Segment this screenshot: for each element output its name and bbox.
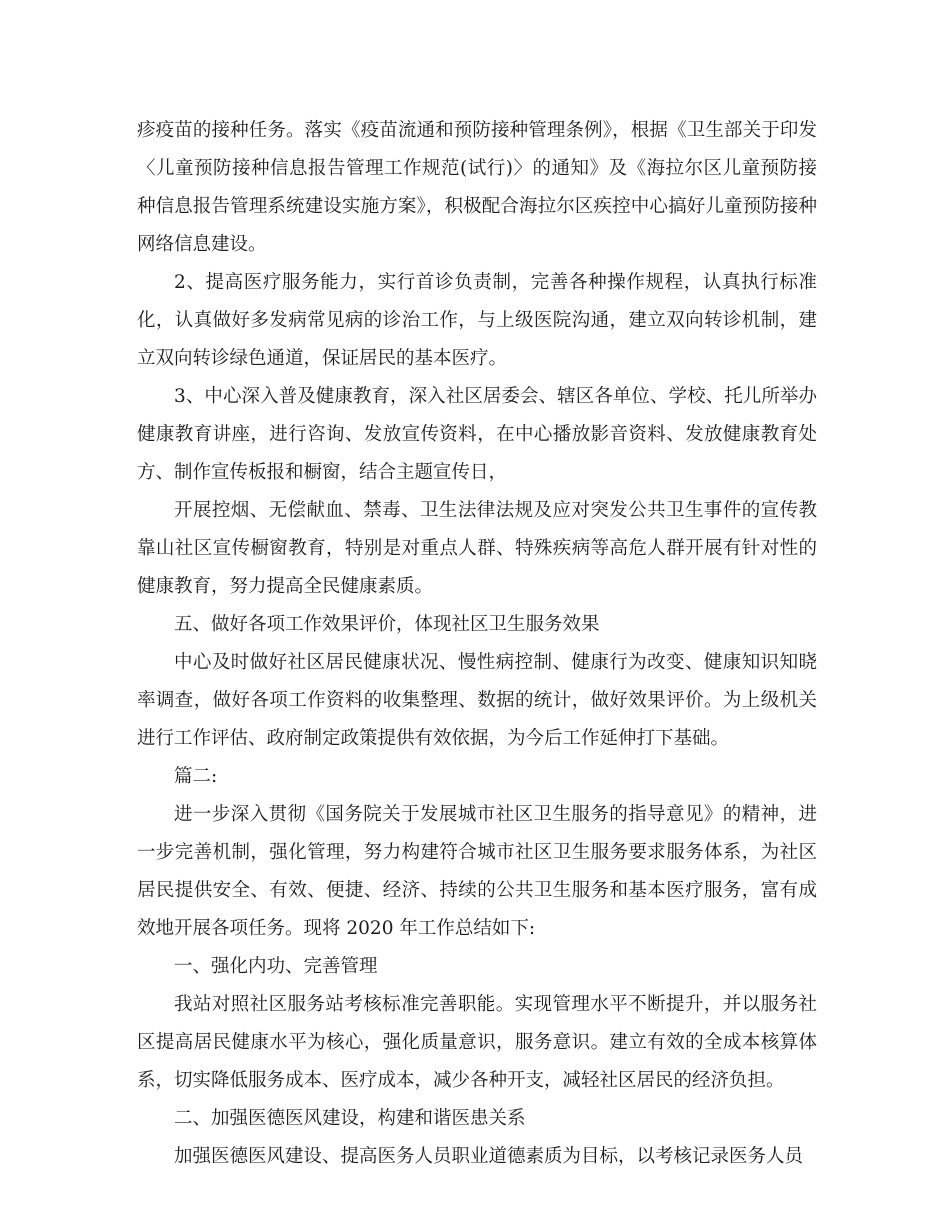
document-body (137, 112, 817, 1176)
paragraph: 疹疫苗的接种任务。落实《疫苗流通和预防接种管理条例》，根据《卫生部关于印发〈儿童预防接种信息报告管理工作规范(试行)〉的通知》及《海拉尔区儿童预防接种信息报告管理系统建设实施方案》，积极配合海拉尔区疾控中心搞好儿童预防接种网络信息建设。 (137, 120, 817, 255)
paragraph: 中心及时做好社区居民健康状况、慢性病控制、健康行为改变、健康知识知晓率调查，做好各项工作资料的收集整理、数据的统计，做好效果评价。为上级机关进行工作评估、政府制定政策提供有效依据，为今后工作延伸打下基础。 (137, 652, 817, 749)
paragraph: 进一步深入贯彻《国务院关于发展城市社区卫生服务的指导意见》的精神，进一步完善机制，强化管理，努力构建符合城市社区卫生服务要求服务体系，为社区居民提供安全、有效、便捷、经济、持续的公共卫生服务和基本医疗服务，富有成效地开展各项任务。现将 2020 年工作总结如下: (137, 804, 817, 939)
section-heading: 二、加强医德医风建设，构建和谐医患关系 (174, 1108, 526, 1129)
paragraph: 2、提高医疗服务能力，实行首诊负责制，完善各种操作规程，认真执行标准化，认真做好多发病常见病的诊治工作，与上级医院沟通，建立双向转诊机制，建立双向转诊绿色通道，保证居民的基本医疗。 (137, 272, 817, 369)
paragraph: 开展控烟、无偿献血、禁毒、卫生法律法规及应对突发公共卫生事件的宣传教靠山社区宣传橱窗教育，特别是对重点人群、特殊疾病等高危人群开展有针对性的健康教育，努力提高全民健康素质。 (137, 500, 817, 597)
section-heading: 五、做好各项工作效果评价，体现社区卫生服务效果 (174, 614, 600, 635)
paragraph: 3、中心深入普及健康教育，深入社区居委会、辖区各单位、学校、托儿所举办健康教育讲座，进行咨询、发放宣传资料，在中心播放影音资料、发放健康教育处方、制作宣传板报和橱窗，结合主题宣传日， (137, 386, 817, 483)
paragraph: 我站对照社区服务站考核标准完善职能。实现管理水平不断提升，并以服务社区提高居民健康水平为核心，强化质量意识，服务意识。建立有效的全成本核算体系，切实降低服务成本、医疗成本，减少各种开支，减轻社区居民的经济负担。 (137, 994, 817, 1091)
part-heading: 篇二: (174, 766, 218, 787)
section-heading: 一、强化内功、完善管理 (174, 956, 378, 977)
paragraph: 加强医德医风建设、提高医务人员职业道德素质为目标，以考核记录医务人员 (174, 1146, 804, 1167)
